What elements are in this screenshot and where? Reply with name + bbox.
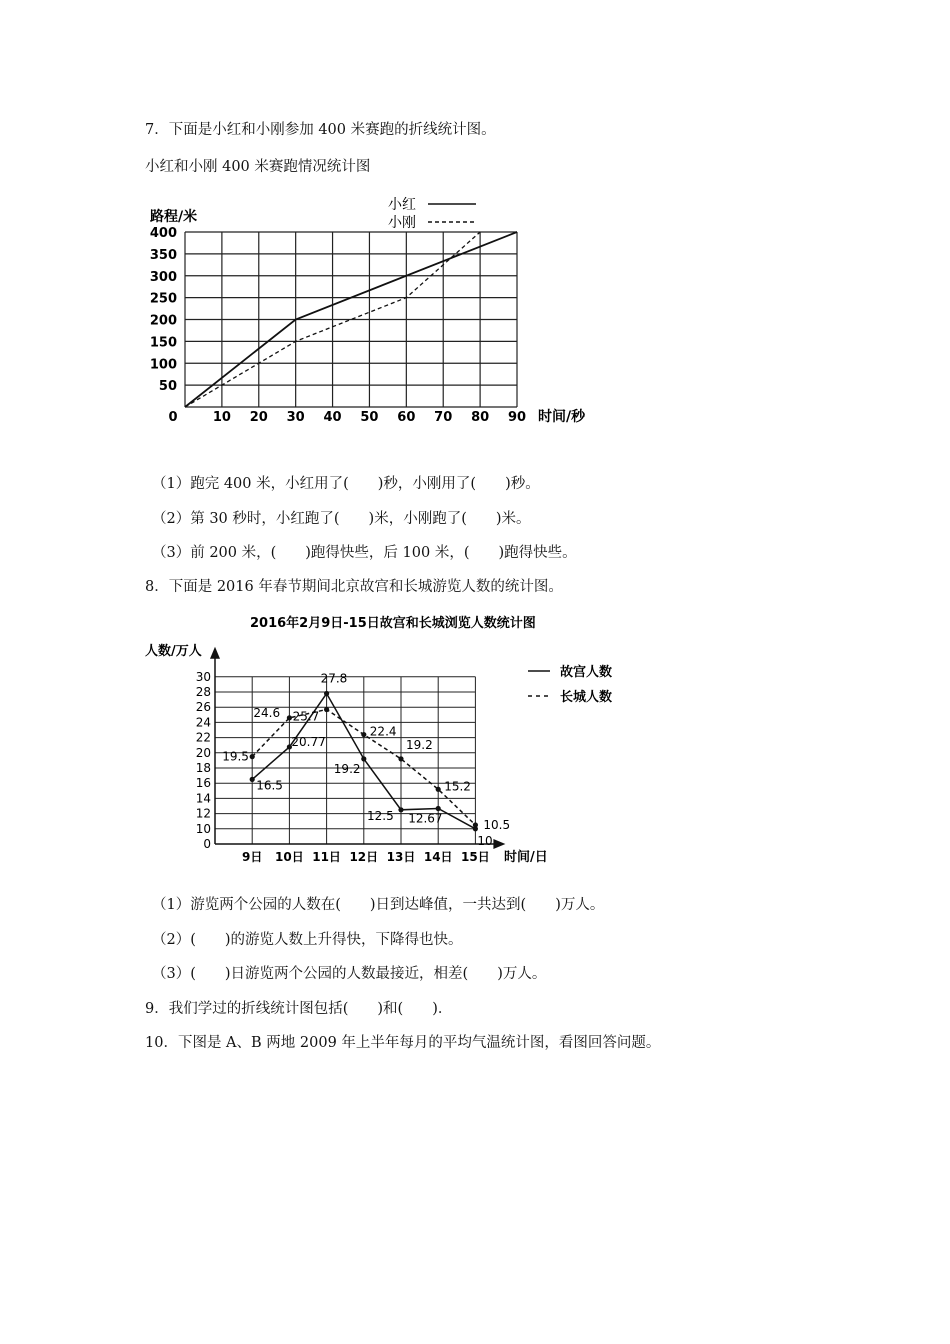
y-tick-label: 400 <box>149 226 177 241</box>
race-line-chart <box>120 185 740 445</box>
x-tick-label: 9日 <box>242 850 263 864</box>
data-point <box>473 822 478 827</box>
y-tick-label: 16 <box>195 776 211 791</box>
q7-chart-title: 小红和小刚 400 米赛跑情况统计图 <box>145 159 371 175</box>
x-tick-label: 30 <box>286 410 305 425</box>
data-point <box>398 756 403 761</box>
data-point <box>287 715 292 720</box>
q7-sub2: （2）第 30 秒时，小红跑了( )米，小刚跑了( )米。 <box>152 511 531 527</box>
y-tick-label: 30 <box>195 669 211 684</box>
y-tick-label: 20 <box>195 745 211 760</box>
y-tick-label: 26 <box>195 700 211 715</box>
q9-text: 9．我们学过的折线统计图包括( )和( )． <box>145 1001 453 1017</box>
data-label: 27.8 <box>320 671 348 686</box>
data-point <box>324 707 329 712</box>
x-tick-label: 14日 <box>423 850 453 864</box>
visitors-chart-x-ticks <box>242 850 490 864</box>
legend-label: 小刚 <box>388 215 416 231</box>
data-point <box>324 691 329 696</box>
data-label: 12.5 <box>367 808 394 823</box>
y-tick-label: 10 <box>195 821 211 836</box>
race-chart-y-ticks <box>150 226 177 394</box>
data-label: 22.4 <box>369 724 397 739</box>
x-tick-label: 70 <box>434 410 453 425</box>
data-label: 12.67 <box>408 811 443 826</box>
legend-label: 长城人数 <box>560 690 613 705</box>
y-tick-label: 24 <box>195 715 211 730</box>
q7-sub1: （1）跑完 400 米，小红用了( )秒，小刚用了( )秒。 <box>152 476 540 492</box>
data-point <box>361 732 366 737</box>
q8-heading: 8．下面是 2016 年春节期间北京故宫和长城游览人数的统计图。 <box>145 579 563 595</box>
x-tick-label: 90 <box>507 410 527 425</box>
q8-sub3: （3）( )日游览两个公园的人数最接近，相差( )万人。 <box>152 966 547 982</box>
visitors-line-chart <box>140 608 660 873</box>
x-tick-label: 80 <box>471 410 490 425</box>
y-tick-label: 250 <box>149 291 177 307</box>
data-point <box>436 787 441 792</box>
q8-sub2: （2）( )的游览人数上升得快，下降得也快。 <box>152 932 463 948</box>
y-tick-label: 100 <box>149 357 177 373</box>
data-label: 16.5 <box>256 778 283 793</box>
y-tick-label: 350 <box>149 247 177 263</box>
race-chart-grid <box>185 232 517 407</box>
y-tick-label: 28 <box>195 685 211 699</box>
data-point <box>250 777 255 782</box>
race-chart-x-label: 时间/秒 <box>538 409 586 425</box>
race-chart-y-label: 路程/米 <box>150 209 198 225</box>
visitors-chart-y-ticks <box>196 670 211 851</box>
data-label: 20.77 <box>291 734 326 749</box>
race-chart-legend <box>388 197 476 231</box>
x-tick-label: 50 <box>360 410 379 425</box>
y-tick-label: 200 <box>149 313 177 329</box>
data-label: 10 <box>477 833 493 848</box>
x-tick-label: 12日 <box>349 850 379 864</box>
y-tick-label: 22 <box>195 730 211 745</box>
x-tick-label: 13日 <box>386 850 416 864</box>
data-point <box>398 807 403 812</box>
q7-heading: 7．下面是小红和小刚参加 400 米赛跑的折线统计图。 <box>145 122 496 138</box>
data-point <box>436 806 441 811</box>
q7-sub3: （3）前 200 米，( )跑得快些，后 100 米，( )跑得快些。 <box>152 545 577 561</box>
y-tick-label: 14 <box>195 791 211 806</box>
q10-text: 10．下图是 A、B 两地 2009 年上半年每月的平均气温统计图，看图回答问题。 <box>145 1035 661 1051</box>
visitors-chart-title: 2016年2月9日-15日故宫和长城浏览人数统计图 <box>250 616 536 631</box>
y-axis-arrow <box>210 647 220 659</box>
y-tick-label: 300 <box>149 269 177 285</box>
data-label: 10.5 <box>483 818 511 832</box>
x-tick-label: 15日 <box>461 850 490 864</box>
visitors-chart-y-label: 人数/万人 <box>145 644 202 659</box>
y-tick-label: 50 <box>158 379 177 395</box>
legend-label: 故宫人数 <box>560 665 613 680</box>
x-tick-label: 20 <box>249 410 268 425</box>
visitors-chart-x-label: 时间/日 <box>504 850 548 865</box>
y-tick-label: 0 <box>203 837 211 851</box>
y-tick-label: 18 <box>195 761 211 775</box>
x-tick-label: 10 <box>212 410 231 425</box>
x-tick-label: 40 <box>323 410 342 425</box>
x-tick-label: 60 <box>397 410 416 425</box>
x-tick-label: 0 <box>168 410 178 425</box>
data-label: 24.6 <box>253 705 281 720</box>
data-label: 19.2 <box>333 761 361 776</box>
x-tick-label: 10日 <box>275 850 304 864</box>
visitors-chart-legend <box>528 664 612 705</box>
q8-sub1: （1）游览两个公园的人数在( )日到达峰值，一共达到( )万人。 <box>152 897 605 913</box>
data-label: 19.2 <box>406 737 433 752</box>
data-label: 19.5 <box>222 749 249 764</box>
data-label: 15.2 <box>444 779 471 794</box>
race-chart-x-ticks <box>168 410 526 425</box>
x-tick-label: 11日 <box>312 850 341 864</box>
y-tick-label: 150 <box>149 335 177 351</box>
data-label: 25.7 <box>292 709 320 724</box>
data-point <box>361 756 366 761</box>
y-tick-label: 12 <box>195 806 211 821</box>
legend-label: 小红 <box>388 197 416 213</box>
data-point <box>250 754 255 759</box>
x-axis-arrow <box>493 839 505 849</box>
